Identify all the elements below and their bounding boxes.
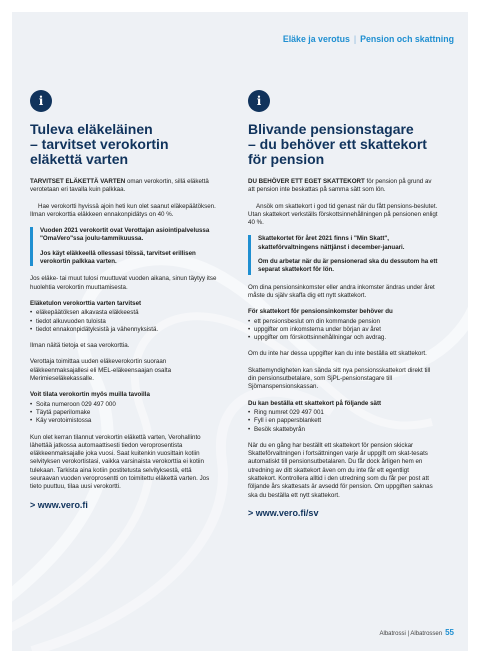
finnish-intro-lead: TARVITSET ELÄKETTÄ VARTEN [30,178,126,185]
finnish-callout-2: Jos käyt eläkkeellä ollessasi töissä, tarvitset erillisen verokortin palkkaa varten. [40,249,196,266]
finnish-paragraph-2: Ilman näitä tietoja et saa verokorttia. [30,342,130,350]
finnish-list-2-title: Voit tilata verokortin myös muilla tavoilla [30,391,150,399]
list-item: • Besök skattebyrån [248,426,438,434]
header-separator: | [353,34,357,44]
swedish-title-line: – du behöver ett skattekort [248,136,427,152]
swedish-paragraph-3: Skattemyndigheten kan sända sitt nya pensionsskattekort direkt till din pensionsutbetalare, som SjPL-pensionstagare till Sjömanspensionskassan. [248,366,431,391]
list-item: • tiedot alkuvuoden tuloista [30,318,220,326]
finnish-title-line: eläkettä varten [30,151,129,167]
finnish-paragraph-4: Kun olet kerran tilannut verokortin eläkettä varten, Verohallinto lähettää jatkossa automaattisesti tiedon veroprosentista eläkkeenmaksajalle joka vuosi. Saat kuitenkin vuosittain kotiin selvityksen verokortistasi, vaikka varsinaista verokorttia ei kotiin tulekaan. Tarkista aina kotiin postitetusta selvityksestä, että seuraavan vuoden veroprosentti on toimitettu eläkettä varten. Jos tieto puuttuu, tilaa uusi verokortti. [30,433,210,491]
swedish-intro [248,178,438,195]
list-item: • Täytä paperilomake [30,409,220,417]
swedish-list-1-title: För skattekort för pensionsinkomster behöver du [248,308,393,316]
swedish-callout-1: Skattekortet för året 2021 finns i "Min Skatt", skatteförvaltningens nättjänst i december-januari. [258,235,405,251]
finnish-paragraph-3: Verottaja toimittaa uuden eläkeverokortin suoraan eläkkeenmaksajallesi eli MEL-eläkeensaajan osalta Merimieseläkekassalle. [30,358,172,383]
vero-fi-sv-link[interactable]: > www.vero.fi/sv [248,507,319,518]
list-item: • ett pensionsbeslut om din kommande pension [248,318,438,326]
list-item: • Soita numeroon 029 497 000 [30,401,220,409]
info-circle-icon: i [30,90,52,112]
bottom-edge [0,651,480,663]
finnish-callout [30,227,220,266]
top-edge [0,0,480,12]
list-item: • uppgifter om förskottsinnehållningar och avdrag. [248,334,438,342]
swedish-paragraph-4: När du en gång har beställt ett skattekort för pension skickar Skatteförvaltningen i fortsättningen varje år uppgift om skat-tesats automatiskt till pensionsutbetalaren. Du får dock årligen hem en utredning av ditt skattekort även om du inte får ett egentligt skattekort. Kontrollera alltid i den utredning som du får per post att följande års skattesats är avsedd för pension. Om uppgiften saknas ska du beställa ett nytt skattekort. [248,441,433,499]
swedish-callout-2: Om du arbetar när du är pensionerad ska du dessutom ha ett separat skattekort för lön. [258,258,438,274]
finnish-callout-1: Vuoden 2021 verokortit ovat Verottajan asiointipalvelussa "OmaVero"ssa joulu-tammikuussa. [40,227,210,243]
swedish-intro-text: för pension på grund av att pension inte beskattas på samma sätt som lön. [248,178,432,194]
swedish-column [248,90,438,518]
swedish-callout [248,235,438,274]
section-header [283,34,454,44]
finnish-title-line: Tuleva eläkeläinen [30,121,153,137]
swedish-title [248,122,438,167]
swedish-paragraph-2: Om du inte har dessa uppgifter kan du inte beställa ett skattekort. [248,350,427,358]
swedish-intro-2: Ansök om skattekort i god tid genast när du fått pensions-beslutet. Utan skattekort verkställs förskottsinnehållningen på pensionen enligt 40 %. [248,202,438,227]
swedish-intro-lead: DU BEHÖVER ETT EGET SKATTEKORT [248,178,365,185]
finnish-intro-text: oman verokortin, sillä eläkettä verotetaan eri tavalla kuin palkkaa. [30,178,209,194]
list-item: • uppgifter om inkomsterna under början av året [248,326,438,334]
info-circle-icon: i [248,90,270,112]
list-item: • Ring numret 029 497 001 [248,409,438,417]
page-footer [380,628,455,637]
finnish-title-line: – tarvitset verokortin [30,136,169,152]
finnish-list-1-title: Eläketulon verokorttia varten tarvitset [30,299,142,307]
finnish-column [30,90,220,510]
finnish-list-1 [30,309,220,334]
swedish-list-2-title: Du kan beställa ett skattekort på följande sätt [248,399,382,407]
footer-label: Albatrossi | Albatrossen [379,631,443,637]
swedish-list-2 [248,409,438,434]
finnish-list-2 [30,401,220,426]
list-item: • tiedot ennakonpidätyksistä ja vähennyksistä. [30,326,220,334]
swedish-paragraph-1: Om dina pensionsinkomster eller andra inkomster ändras under året måste du själv skaffa dig ett nytt skattekort. [248,283,435,299]
list-item: • Käy verotoimistossa [30,417,220,425]
list-item: • Fyll i en pappersblankett [248,417,438,425]
finnish-intro [30,178,220,195]
header-finnish: Eläke ja verotus [282,34,350,44]
list-item: • eläkepäätöksen alkavasta eläkkeestä [30,309,220,317]
header-swedish: Pension och skattning [360,34,454,44]
swedish-title-line: Blivande pensionstagare [248,121,414,137]
finnish-title [30,122,220,167]
finnish-intro-2: Hae verokortti hyvissä ajoin heti kun olet saanut eläkepäätöksen. Ilman verokorttia eläkkeen ennakonpidätys on 40 %. [30,202,216,218]
finnish-paragraph-1: Jos eläke- tai muut tulosi muuttuvat vuoden aikana, sinun täytyy itse huolehtia verokortin muuttamisesta. [30,275,217,291]
swedish-title-line: för pension [248,151,325,167]
magazine-page [12,12,468,651]
page-number: 55 [445,628,454,637]
vero-fi-link[interactable]: > www.vero.fi [30,499,88,510]
swedish-list-1 [248,318,438,343]
